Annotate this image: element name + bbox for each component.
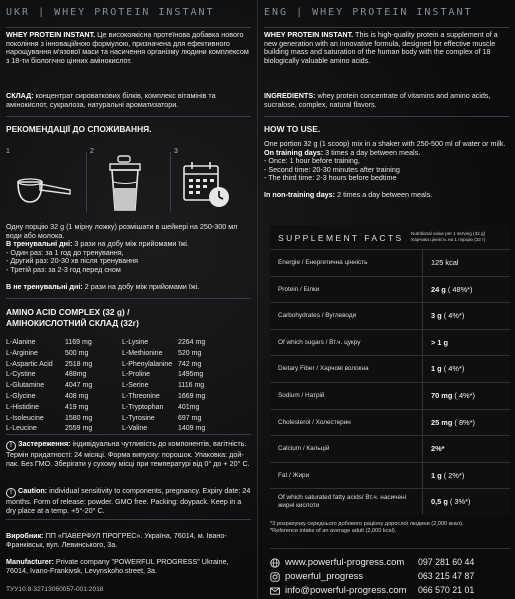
- nutrient-amount: 125 kcal: [431, 258, 459, 267]
- amino-name: L-Isoleucine: [6, 414, 44, 422]
- divider: [6, 116, 251, 117]
- calendar-clock-icon: [182, 160, 232, 210]
- usage-line: One portion 32 g (1 scoop) mix in a shaker with 250-500 ml of water or milk.: [264, 139, 506, 148]
- nutrient-amount: 0,5 g: [431, 497, 448, 507]
- ukr-ingredients: [6, 92, 251, 109]
- nutrient-amount: 2%*: [431, 444, 445, 454]
- amino-name: L-Aspartic Acid: [6, 360, 53, 368]
- nutrient-value: [431, 364, 464, 373]
- amino-value: 1409 mg: [178, 425, 206, 433]
- amino-name: L-Tyrosine: [122, 414, 155, 422]
- ukr-usage-text: [6, 223, 251, 291]
- ukr-column: [0, 0, 257, 599]
- warning-ua: [6, 440, 251, 468]
- rest-bold: In non-training days:: [264, 189, 336, 199]
- nutrient-name: Calcium / Кальцій: [278, 445, 330, 453]
- rest-bold: В не тренувальні дні:: [6, 281, 83, 291]
- amino-name: L-Cystine: [6, 371, 36, 379]
- amino-value: 1116 mg: [178, 382, 205, 390]
- footnote-en: *Reference intake of an average adult (2,000 kcal).: [270, 528, 397, 534]
- nutrient-name: Energie / Енергетична цінність: [278, 259, 368, 266]
- nutrient-value: [431, 391, 475, 400]
- amino-title-ua: АМІНОКИСЛОТНИЙ СКЛАД (32г): [6, 318, 139, 328]
- nutrient-value: [431, 444, 445, 453]
- divider: [6, 298, 251, 299]
- amino-value: 401mg: [178, 403, 200, 411]
- nutrient-percent: ( 2%*): [441, 470, 465, 480]
- amino-title-en: AMINO ACID COMPLEX (32 g) /: [6, 307, 130, 317]
- ukr-intro: [6, 31, 251, 65]
- divider: [270, 548, 510, 549]
- nutrient-percent: ( 3%*): [447, 497, 471, 507]
- warning-icon: !: [6, 441, 16, 451]
- amino-value: 697 mg: [178, 414, 202, 422]
- training-time-2: - Second time: 20-30 minutes after training: [264, 164, 400, 174]
- amino-value: 408 mg: [65, 393, 89, 400]
- nutrient-amount: 24 g: [431, 284, 446, 294]
- nutrient-percent: ( 4%*): [441, 364, 465, 374]
- maker-en-text: Private company "POWERFUL PROGRESS" Ukraine, 76014, Ivano-Frankivsk, Levynskoho street, 3a.: [6, 557, 229, 575]
- intro-text: This is high-quality protein a supplement of a new generation with an innovative formula, designed for effective muscle building mass and saturation of the human body with the complex of 18 biologically valuable amino acids.: [264, 30, 498, 65]
- training-time-3: - Третій раз: за 2-3 год перед сном: [6, 264, 121, 274]
- mail-icon: [270, 586, 280, 596]
- nutrient-name: Protein / Білки: [278, 285, 320, 293]
- email-link[interactable]: info@powerful-progress.com: [285, 585, 407, 596]
- nutrient-amount: 1 g: [431, 470, 442, 480]
- warning-en-text: individual sensitivity to components, pregnancy. Expiry date: 24 months. Form of release: powder. GMO free. Packing: doypack. Keep in a dry place at a temp. +5°-20° C.: [6, 486, 251, 515]
- nutrient-value: [431, 285, 473, 294]
- nutrient-name: Carbohydrates / Вуглеводи: [278, 312, 357, 320]
- divider: [6, 519, 251, 520]
- nutrient-name: Sodium / Натрій: [278, 392, 325, 399]
- amino-name: L-Serine: [122, 382, 149, 390]
- table-row: [270, 276, 510, 304]
- amino-name: L-Leucine: [6, 425, 37, 433]
- header-rule: [264, 27, 509, 28]
- amino-value: 500 mg: [65, 349, 89, 357]
- table-row: [270, 409, 510, 437]
- ukr-usage-title: РЕКОМЕНДАЦІЇ ДО СПОЖИВАННЯ.: [6, 124, 152, 134]
- ingredients-text: концентрат сироваткових білків, комплекс вітамінів та амінокислот, сукралоза, натуральні ароматизатори.: [6, 91, 216, 109]
- table-row: [270, 355, 510, 383]
- training-time-3: - The third time: 2-3 hours before bedtime: [264, 173, 397, 183]
- warning-icon: !: [6, 488, 16, 498]
- training-bold: On training days:: [264, 147, 324, 157]
- standard-code: ТУУ10.8-32713060057-001:2018: [6, 586, 104, 593]
- scoop-icon: [14, 160, 74, 210]
- nutrient-amount: 25 mg: [431, 417, 453, 427]
- website-link[interactable]: www.powerful-progress.com: [285, 557, 405, 568]
- nutrient-amount: 70 mg: [431, 391, 453, 400]
- rest-text: 2 рази на добу між прийомами їжі.: [82, 281, 200, 291]
- nutrient-value: [431, 311, 464, 320]
- facts-footnote: [270, 521, 510, 535]
- amino-value: 2264 mg: [178, 339, 206, 346]
- step-number: 2: [90, 148, 94, 155]
- amino-value: 2518 mg: [65, 360, 93, 368]
- amino-value: 742 mg: [178, 360, 202, 368]
- serving-note-ua: Харчова цінність на 1 порцію (32 г): [411, 237, 486, 242]
- warning-ua-text: індивідуальна чутливість до компонентів, вагітність. Термін придатності: 24 місяці. Форма випуску: порошок. Упаковка: дой-пак. Без ГМО. Зберігати у сухому місці при температурі від 0° до + 20° С.: [6, 439, 250, 468]
- rest-days: [6, 283, 251, 292]
- maker-ua-bold: Виробник:: [6, 531, 44, 540]
- nutrient-name: Of which saturated fatty acids/ Вт.ч. насичені жирні кислоти: [278, 494, 406, 509]
- instagram-icon: [270, 572, 280, 582]
- nutrient-name: Dietary Fiber / Харчові волокна: [278, 365, 369, 373]
- nutrient-percent: ( 4%*): [452, 391, 475, 400]
- eng-usage-text: [264, 140, 509, 200]
- facts-title: SUPPLEMENT FACTS: [278, 233, 404, 243]
- nutrient-amount: 1 g: [431, 364, 442, 374]
- table-row: [270, 462, 510, 490]
- step-number: 1: [6, 148, 10, 155]
- intro-bold: WHEY PROTEIN INSTANT.: [264, 30, 354, 39]
- amino-name: L-Glutamine: [6, 382, 45, 390]
- amino-value: 488mg: [65, 371, 87, 379]
- table-row: [270, 302, 510, 330]
- amino-value: 1169 mg: [65, 339, 92, 346]
- nutrient-amount: > 1 g: [431, 337, 449, 347]
- usage-steps: [6, 148, 251, 218]
- intro-text: Це високоякісна протеїнова добавка нового покоління з інноваційною формулою, призначена для ефективного нарощування м'язової маси та насичення організму людини комплексом з 18-ти біологічно цінних амінокислот.: [6, 30, 249, 65]
- header-rule: [6, 27, 251, 28]
- maker-ua-text: ПП «ПАВЕРФУЛ ПРОГРЕС». Україна, 76014, м. Івано-Франківськ, вул. Левинського, 3а.: [6, 531, 227, 549]
- eng-usage-title: HOW TO USE.: [264, 124, 321, 134]
- nutrient-percent: ( 48%*): [445, 284, 473, 294]
- table-row: [270, 382, 510, 410]
- facts-header: [270, 225, 510, 249]
- nutrient-value: [431, 418, 475, 427]
- ukr-header: UKR | WHEY PROTEIN INSTANT: [6, 7, 215, 18]
- amino-value: 520 mg: [178, 349, 202, 357]
- nutrient-amount: 3 g: [431, 311, 442, 321]
- step-calendar: [174, 148, 250, 218]
- eng-header: ENG | WHEY PROTEIN INSTANT: [264, 7, 473, 18]
- rest-text: 2 times a day between meals.: [335, 189, 433, 199]
- footnote-ua: *3 розрахунку середнього добового раціону дорослої людини (2,000 ккал).: [270, 521, 464, 527]
- warning-ua-bold: Застереження:: [18, 439, 71, 448]
- nutrient-name: Of which sugars / Вт.ч. цукру: [278, 338, 361, 346]
- serving-note-en: Nutritional value per 1 serving (32 g): [411, 231, 486, 236]
- amino-name: L-Threonine: [122, 393, 160, 400]
- training-time-2: - Другий раз: 20-30 хв після тренування: [6, 256, 138, 266]
- ingredients-bold: СКЛАД:: [6, 91, 34, 100]
- usage-line: Одну порцію 32 g (1 мірну ложку) розмішати в шейкері на 250-300 мл води або молока.: [6, 222, 238, 240]
- divider: [6, 434, 251, 435]
- amino-value: 419 mg: [65, 403, 89, 411]
- step-number: 3: [174, 148, 178, 155]
- warning-en: [6, 487, 251, 515]
- training-time-1: - Once: 1 hour before training,: [264, 156, 360, 166]
- amino-name: L-Proline: [122, 371, 151, 379]
- training-text: 3 рази на добу між прийомами їжі.: [72, 239, 189, 249]
- amino-value: 2559 mg: [65, 425, 93, 433]
- maker-en-bold: Manufacturer:: [6, 557, 54, 566]
- nutrient-name: Fat / Жири: [278, 471, 310, 479]
- table-row: [270, 488, 510, 516]
- nutrient-value: [431, 338, 448, 347]
- step-scoop: [6, 148, 82, 218]
- amino-name: L-Methionine: [122, 349, 163, 357]
- training-bold: В тренувальні дні:: [6, 239, 73, 249]
- instagram-link[interactable]: powerful_progress: [285, 571, 364, 582]
- nutrient-percent: ( 4%*): [441, 311, 465, 321]
- eng-intro: [264, 31, 509, 65]
- phone-number[interactable]: 063 215 47 87: [418, 571, 475, 581]
- phone-number[interactable]: 097 281 60 44: [418, 557, 475, 567]
- nutrient-value: [431, 497, 470, 506]
- facts-serving-note: [411, 231, 485, 243]
- table-row: [270, 249, 510, 277]
- step-separator: [86, 152, 87, 212]
- ingredients-bold: INGREDIENTS:: [264, 91, 316, 100]
- globe-icon: [270, 558, 280, 568]
- amino-name: L-Phenylalanine: [122, 360, 173, 368]
- maker-en: [6, 558, 251, 575]
- amino-name: L-Alanine: [6, 339, 36, 346]
- eng-ingredients: [264, 92, 509, 109]
- table-row: [270, 329, 510, 357]
- amino-name: L-Glycine: [6, 393, 36, 400]
- amino-name: L-Arginine: [6, 349, 38, 357]
- amino-name: L-Histidine: [6, 403, 40, 411]
- amino-name: L-Tryptophan: [122, 403, 164, 411]
- divider: [264, 116, 509, 117]
- nutrient-value: [431, 471, 464, 480]
- amino-value: 1669 mg: [178, 393, 206, 400]
- ingredients-text: whey protein concentrate of vitamins and amino acids, sucralose, complex, natural flavors.: [264, 91, 491, 109]
- warning-en-bold: Caution:: [18, 486, 48, 495]
- amino-name: L-Lysine: [122, 339, 149, 346]
- amino-value: 1495mg: [178, 371, 204, 379]
- training-text: 3 times a day between meals.: [323, 147, 421, 157]
- nutrient-name: Cholesterol / Холестерин: [278, 418, 351, 426]
- phone-number[interactable]: 066 570 21 01: [418, 585, 475, 595]
- table-row: [270, 435, 510, 463]
- amino-name: L-Valine: [122, 425, 148, 433]
- nutrient-value: [431, 258, 459, 267]
- supplement-facts-table: [270, 225, 510, 515]
- training-time-1: - Один раз: за 1 год до тренування,: [6, 247, 124, 257]
- shaker-icon: [104, 154, 148, 214]
- rest-days: [264, 191, 509, 200]
- amino-value: 4047 mg: [65, 382, 93, 390]
- maker-ua: [6, 532, 251, 549]
- step-shaker: [90, 148, 166, 218]
- amino-value: 1580 mg: [65, 414, 93, 422]
- step-separator: [170, 152, 171, 212]
- intro-bold: WHEY PROTEIN INSTANT.: [6, 30, 96, 39]
- nutrient-percent: ( 8%*): [452, 417, 475, 427]
